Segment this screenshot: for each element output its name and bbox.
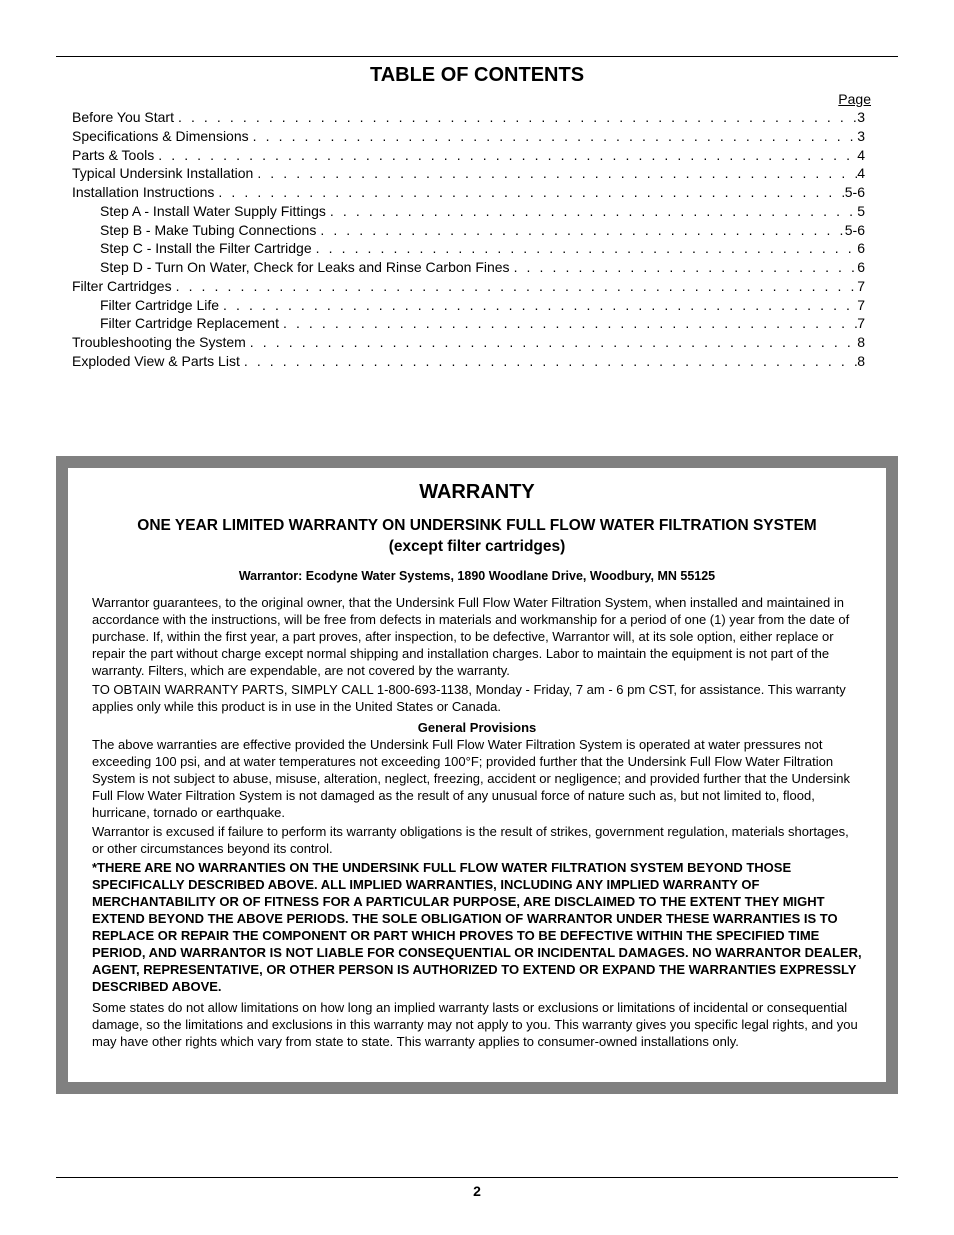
- toc-entry[interactable]: [72, 146, 865, 165]
- toc-entry-page: 4: [857, 146, 865, 163]
- toc-entry-label: Filter Cartridge Life: [100, 296, 220, 313]
- toc-entry-label: Step C - Install the Filter Cartridge: [100, 240, 312, 257]
- toc-leader-dots: [172, 277, 858, 295]
- toc-leader-dots: [246, 333, 857, 351]
- toc-subentry[interactable]: [72, 239, 865, 258]
- toc-entry[interactable]: [72, 108, 865, 127]
- toc-entry-label: Filter Cartridges: [72, 277, 172, 294]
- toc-subentry[interactable]: [72, 296, 865, 315]
- toc-leader-dots: [253, 164, 857, 182]
- toc-entry-page: 6: [857, 240, 865, 257]
- toc-entry[interactable]: [72, 333, 865, 352]
- toc-entry-page: 3: [857, 127, 865, 144]
- toc-entry-label: Step A - Install Water Supply Fittings: [100, 202, 326, 219]
- toc-leader-dots: [316, 221, 844, 239]
- toc-entry-label: Step D - Turn On Water, Check for Leaks and Rinse Carbon Fines: [100, 259, 510, 275]
- toc-entry-label: Specifications & Dimensions: [72, 127, 249, 144]
- warranty-box: [68, 468, 886, 1082]
- toc-entry-page: 4: [857, 165, 865, 182]
- toc-entry[interactable]: [72, 352, 865, 371]
- general-provisions-heading: General Provisions: [417, 720, 537, 735]
- toc-entry[interactable]: [72, 164, 865, 183]
- toc-leader-dots: [219, 296, 857, 314]
- toc-subentry[interactable]: [72, 221, 865, 240]
- state-rights-paragraph: Some states do not allow limitations on how long an implied warranty lasts or exclusions or limitations of incidental or consequential damage, so the limitations and exclusions in this warranty may not apply to you. This warranty gives you specific legal rights, and you may have other rights which vary from state to state. This warranty applies to consumer-owned installations only.: [92, 1000, 858, 1049]
- warranty-subtitle: [92, 515, 862, 557]
- toc-entry-label: Parts & Tools: [72, 146, 155, 163]
- toc-subentry[interactable]: [72, 258, 865, 277]
- toc-entry-page: 5-6: [844, 184, 865, 200]
- bottom-rule: [56, 1177, 898, 1178]
- general-provisions-paragraph: The above warranties are effective provided the Undersink Full Flow Water Filtration System is operated at water pressures not exceeding 100 psi, and at water temperatures not exceeding 100°F; provided further that the Undersink Full Flow Water Filtration System is not subject to abuse, misuse, alteration, neglect, freezing, accident or negligence; and provided further that the Undersink Full Flow Water Filtration System is not damaged as the result of any unusual force of nature such as, but not limited to, flood, hurricane, tornado or earthquake.: [92, 737, 851, 820]
- toc-entry-label: Exploded View & Parts List: [72, 352, 240, 369]
- toc-entry-label: Step B - Make Tubing Connections: [100, 221, 317, 238]
- toc-entry-label: Filter Cartridge Replacement: [100, 315, 279, 332]
- toc-entry-page: 6: [857, 259, 865, 275]
- toc-entry-page: 3: [857, 109, 865, 125]
- toc-entry-page: 8: [857, 352, 865, 369]
- toc-entry[interactable]: [72, 277, 865, 296]
- excused-paragraph: Warrantor is excused if failure to perform its warranty obligations is the result of strikes, government regulation, materials shortages, or other circumstances beyond its control.: [92, 824, 849, 856]
- toc-leader-dots: [312, 239, 858, 257]
- toc-page-header: Page: [838, 91, 871, 107]
- warranty-parts-paragraph: TO OBTAIN WARRANTY PARTS, SIMPLY CALL 1-800-693-1138, Monday - Friday, 7 am - 6 pm CST, for assistance. This warranty applies only while this product is in use in the United States or Canada.: [92, 682, 846, 714]
- warranty-frame: [56, 456, 898, 1094]
- toc-entry-label: Before You Start: [72, 109, 174, 125]
- warranty-subtitle-line2: (except filter cartridges): [388, 538, 566, 555]
- warranty-disclaimer: *THERE ARE NO WARRANTIES ON THE UNDERSINK FULL FLOW WATER FILTRATION SYSTEM BEYOND THOSE SPECIFICALLY DESCRIBED ABOVE. ALL IMPLIED WARRANTIES, INCLUDING ANY IMPLIED WARRANTY OF MERCHANTABILITY OR OF FITNESS FOR A PARTICULAR PURPOSE, ARE DISCLAIMED TO THE EXTENT THEY MIGHT EXTEND BEYOND THE ABOVE PERIODS. THE SOLE OBLIGATION OF WARRANTOR UNDER THESE WARRANTIES IS TO REPLACE OR REPAIR THE COMPONENT OR PART WHICH PROVES TO BE DEFECTIVE WITHIN THE SPECIFIED TIME PERIOD, AND WARRANTOR IS NOT LIABLE FOR CONSEQUENTIAL OR INCIDENTAL DAMAGES. NO WARRANTOR DEALER, AGENT, REPRESENTATIVE, OR OTHER PERSON IS AUTHORIZED TO EXTEND OR EXPAND THE WARRANTIES EXPRESSLY DESCRIBED ABOVE.: [92, 860, 862, 994]
- toc-leader-dots: [279, 314, 857, 332]
- toc-entry-label: Troubleshooting the System: [72, 334, 246, 350]
- warranty-title: WARRANTY: [419, 481, 535, 503]
- toc-leader-dots: [214, 183, 844, 201]
- toc-entry-label: Typical Undersink Installation: [72, 165, 254, 182]
- toc-subentry[interactable]: [72, 202, 865, 221]
- toc-entry-label: Installation Instructions: [72, 184, 215, 200]
- toc-leader-dots: [249, 127, 858, 145]
- toc-leader-dots: [510, 258, 858, 276]
- toc-entry-page: 7: [857, 296, 865, 313]
- toc-entry-page: 7: [857, 277, 865, 294]
- toc-leader-dots: [326, 202, 857, 220]
- page-number: 2: [473, 1183, 481, 1199]
- table-of-contents: [72, 108, 865, 371]
- toc-leader-dots: [154, 146, 857, 164]
- toc-entry-page: 7: [857, 315, 865, 332]
- toc-leader-dots: [240, 352, 857, 370]
- toc-leader-dots: [174, 108, 857, 126]
- toc-entry[interactable]: [72, 127, 865, 146]
- toc-title: TABLE OF CONTENTS: [369, 64, 585, 86]
- warrantor-address: Warrantor: Ecodyne Water Systems, 1890 Woodlane Drive, Woodbury, MN 55125: [238, 569, 716, 583]
- toc-subentry[interactable]: [72, 314, 865, 333]
- toc-entry-page: 8: [857, 334, 865, 350]
- top-rule: [56, 56, 898, 57]
- toc-entry[interactable]: [72, 183, 865, 202]
- toc-entry-page: 5: [857, 202, 865, 219]
- toc-entry-page: 5-6: [844, 221, 865, 238]
- warranty-subtitle-line1: ONE YEAR LIMITED WARRANTY ON UNDERSINK FULL FLOW WATER FILTRATION SYSTEM: [137, 517, 817, 534]
- warranty-guarantee-paragraph: Warrantor guarantees, to the original owner, that the Undersink Full Flow Water Filtration System, when installed and maintained in accordance with the instructions, will be free from defects in materials and workmanship for a period of one (1) year from the date of purchase. If, within the first year, a part proves, after inspection, to be defective, Warrantor will, at its sole option, either replace or repair the part without charge except normal shipping and installation charges. Labor to maintain the equipment is not part of the warranty. Filters, which are expendable, are not covered by the warranty.: [92, 595, 850, 678]
